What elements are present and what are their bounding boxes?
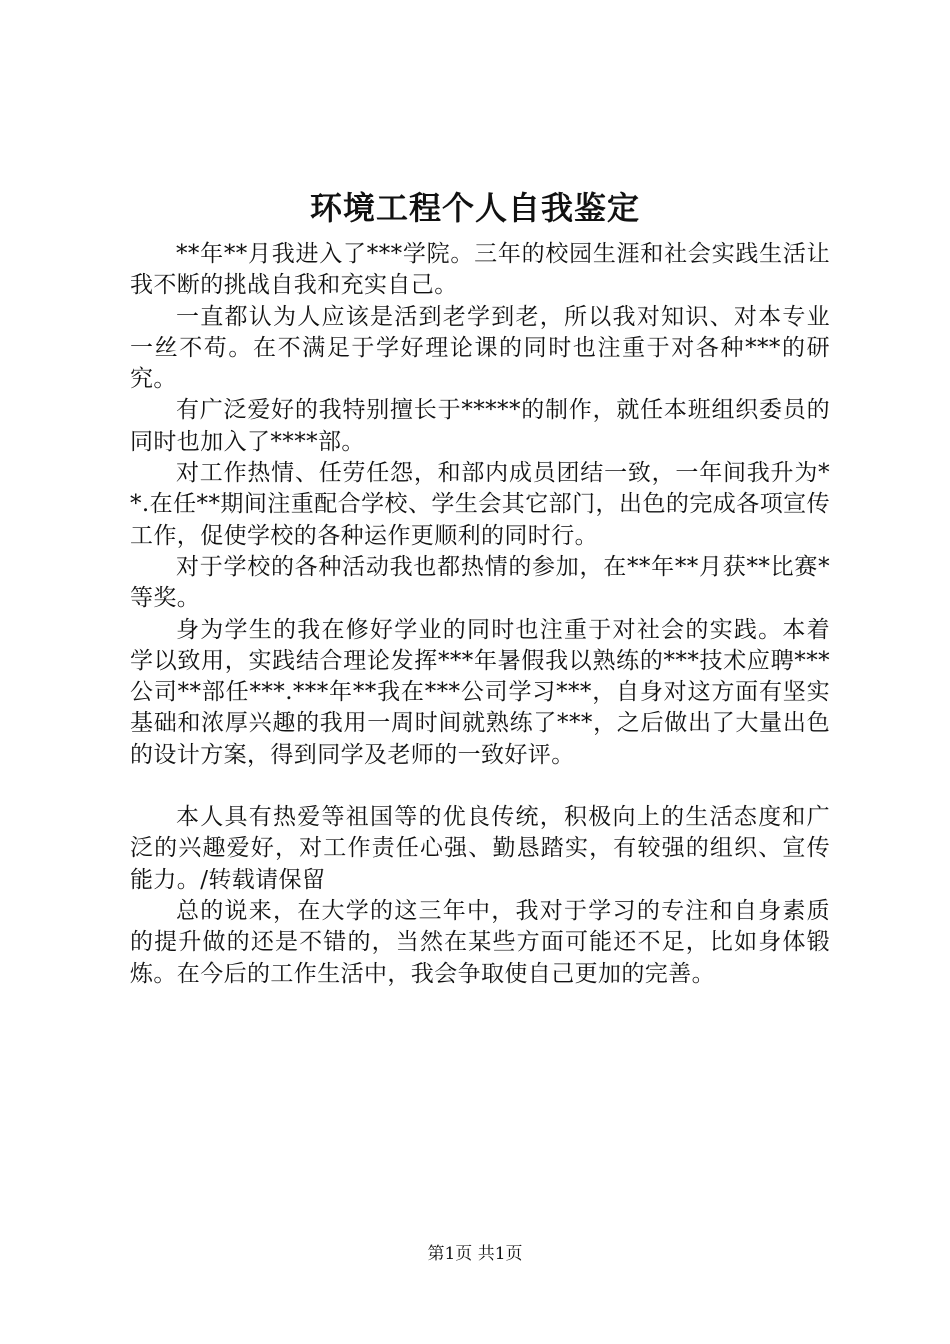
document-body [130, 239, 830, 990]
paragraph-4: 对工作热情、任劳任怨，和部内成员团结一致，一年间我升为**.在任**期间注重配合学校、学生会其它部门，出色的完成各项宣传工作，促使学校的各种运作更顺利的同时行。 [130, 460, 830, 549]
paragraph-gap [130, 771, 830, 802]
paragraph-6: 身为学生的我在修好学业的同时也注重于对社会的实践。本着学以致用，实践结合理论发挥***年暑假我以熟练的***技术应聘***公司**部任***.***年**我在***公司学习***，自身对这方面有坚实基础和浓厚兴趣的我用一周时间就熟练了***，之后做出了大量出色的设计方案，得到同学及老师的一致好评。 [130, 616, 830, 768]
paragraph-8: 总的说来，在大学的这三年中，我对于学习的专注和自身素质的提升做的还是不错的，当然在某些方面可能还不足，比如身体锻炼。在今后的工作生活中，我会争取使自己更加的完善。 [130, 897, 830, 987]
paragraph-7: 本人具有热爱等祖国等的优良传统，积极向上的生活态度和广泛的兴趣爱好，对工作责任心强、勤恳踏实，有较强的组织、宣传能力。/转载请保留 [130, 804, 830, 893]
page-footer: 第1页 共1页 [427, 1244, 523, 1264]
paragraph-5: 对于学校的各种活动我也都热情的参加，在**年**月获**比赛*等奖。 [130, 553, 830, 612]
paragraph-2: 一直都认为人应该是活到老学到老，所以我对知识、对本专业一丝不苟。在不满足于学好理论课的同时也注重于对各种***的研究。 [130, 303, 830, 393]
paragraph-1: **年**月我进入了***学院。三年的校园生涯和社会实践生活让我不断的挑战自我和充实自己。 [130, 241, 830, 299]
document-title: 环境工程个人自我鉴定 [309, 189, 640, 227]
paragraph-3: 有广泛爱好的我特别擅长于*****的制作，就任本班组织委员的同时也加入了****部。 [130, 397, 830, 455]
